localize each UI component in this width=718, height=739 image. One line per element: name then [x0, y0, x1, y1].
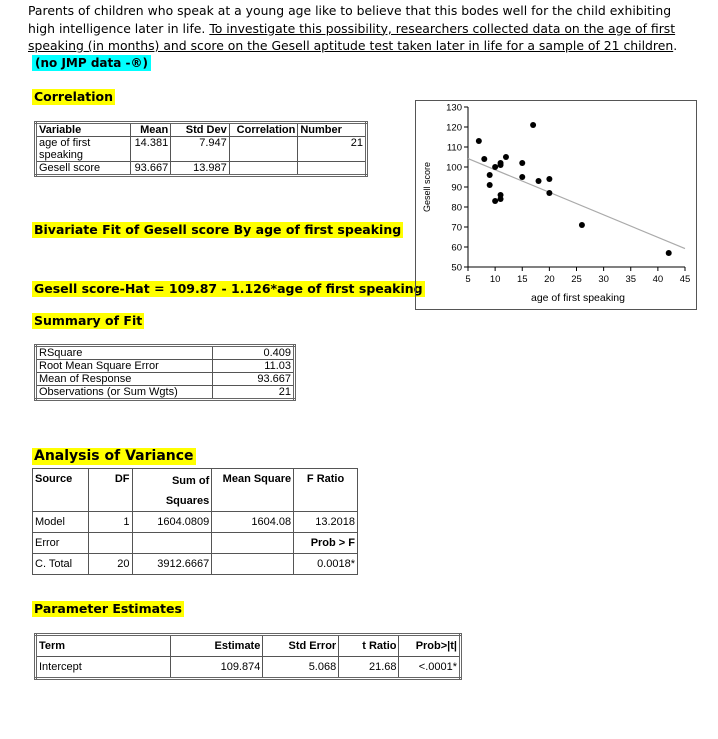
parameter-estimates-table: [34, 633, 462, 680]
cell: 93.667: [212, 373, 294, 386]
cell: Observations (or Sum Wgts): [36, 386, 213, 400]
cell: 11.03: [212, 360, 294, 373]
cell: RSquare: [36, 346, 213, 360]
y-tick-label: 110: [446, 142, 462, 154]
cell: 13.2018: [294, 512, 358, 533]
col-mean: Mean: [130, 123, 170, 137]
table-header-row: [36, 635, 461, 657]
cell: Intercept: [36, 657, 171, 679]
cell: Root Mean Square Error: [36, 360, 213, 373]
col-prob-t: Prob>|t|: [399, 635, 461, 657]
cell: [212, 533, 294, 554]
x-tick-label: 25: [571, 274, 582, 285]
data-point: [481, 156, 487, 162]
intro-text: Parents of children who speak at a young age like to believe that this bodes well for the child exhibiting high intelligence later in life.: [28, 3, 672, 36]
y-tick-label: 60: [451, 242, 462, 254]
x-tick-label: 5: [465, 274, 471, 285]
cell: 0.0018*: [294, 554, 358, 575]
data-point: [503, 154, 509, 160]
col-mean-square: Mean Square: [212, 469, 294, 512]
data-point: [519, 160, 525, 166]
cell: 3912.6667: [132, 554, 212, 575]
cell: 0.409: [212, 346, 294, 360]
col-correlation: Correlation: [229, 123, 298, 137]
table-row: [36, 657, 461, 679]
bivariate-heading: Bivariate Fit of Gesell score By age of first speaking: [34, 222, 402, 237]
data-point: [487, 182, 493, 188]
correlation-heading: Correlation: [34, 89, 114, 104]
cell: Prob > F: [294, 533, 358, 554]
anova-heading: Analysis of Variance: [34, 448, 194, 464]
table-row: [33, 554, 358, 575]
x-tick-label: 10: [489, 274, 501, 285]
table-header-row: [36, 123, 367, 137]
cell: 21: [298, 137, 367, 162]
cell: Mean of Response: [36, 373, 213, 386]
cell: C. Total: [33, 554, 89, 575]
cell: [132, 533, 212, 554]
data-point: [530, 122, 536, 128]
data-point: [519, 174, 525, 180]
cell: [88, 533, 132, 554]
summary-of-fit-table: [34, 344, 296, 401]
regression-equation: Gesell score-Hat = 109.87 - 1.126*age of first speaking: [34, 281, 423, 296]
data-points: [476, 122, 672, 256]
cell: 7.947: [171, 137, 230, 162]
col-std-error: Std Error: [263, 635, 339, 657]
table-row: [36, 346, 295, 360]
cell: Model: [33, 512, 89, 533]
cell: 14.381: [130, 137, 170, 162]
x-tick-label: 40: [652, 274, 664, 285]
x-tick-label: 35: [625, 274, 637, 285]
cell: 5.068: [263, 657, 339, 679]
intro-underlined-text: To investigate this possibility, researchers collected data on the age of first speaking (in months) and score on the Gesell aptitude test taken later in life for a sample of 21 children: [28, 20, 676, 53]
data-point: [579, 222, 585, 228]
table-row: [36, 360, 295, 373]
table-header-row: [33, 469, 358, 512]
intro-period: .: [673, 38, 678, 53]
table-row: [36, 386, 295, 400]
table-row: [33, 533, 358, 554]
y-tick-label: 70: [451, 222, 462, 234]
cell: 21.68: [339, 657, 399, 679]
cell: 1604.08: [212, 512, 294, 533]
y-tick-label: 100: [446, 162, 462, 174]
data-point: [498, 192, 504, 198]
col-sum-of-squares: Sum of Squares: [132, 469, 212, 512]
y-axis-label: Gesell score: [422, 161, 432, 213]
x-tick-label: 45: [679, 274, 691, 285]
data-point: [492, 198, 498, 204]
cell: 93.667: [130, 162, 170, 176]
data-point: [498, 160, 504, 166]
table-row: [36, 373, 295, 386]
data-point: [546, 190, 552, 196]
data-point: [666, 250, 672, 256]
cell: [212, 554, 294, 575]
cell: age of first speaking: [36, 137, 131, 162]
col-df: DF: [88, 469, 132, 512]
y-tick-label: 80: [451, 202, 462, 214]
cell: [229, 137, 298, 162]
col-source: Source: [33, 469, 89, 512]
data-point: [546, 176, 552, 182]
summary-of-fit-heading: Summary of Fit: [34, 313, 143, 328]
table-row: [36, 137, 367, 162]
cell: [229, 162, 298, 176]
col-std-dev: Std Dev: [171, 123, 230, 137]
col-term: Term: [36, 635, 171, 657]
x-axis-label: age of first speaking: [531, 292, 625, 304]
correlation-table: [34, 121, 368, 177]
cell: 21: [212, 386, 294, 400]
cell: 1604.0809: [132, 512, 212, 533]
x-tick-label: 30: [598, 274, 609, 285]
y-tick-label: 90: [451, 182, 462, 194]
parameter-estimates-heading: Parameter Estimates: [34, 601, 182, 616]
cell: 13.987: [171, 162, 230, 176]
col-variable: Variable: [36, 123, 131, 137]
table-row: [36, 162, 367, 176]
x-tick-label: 15: [516, 274, 528, 285]
cell: 1: [88, 512, 132, 533]
col-number: Number: [298, 123, 367, 137]
x-axis: [465, 267, 690, 285]
x-tick-label: 20: [544, 274, 555, 285]
intro-paragraph: [28, 2, 698, 55]
scatter-chart: [416, 101, 696, 309]
y-tick-label: 130: [446, 102, 462, 114]
cell: Gesell score: [36, 162, 131, 176]
cell: [298, 162, 367, 176]
col-f-ratio: F Ratio: [294, 469, 358, 512]
fit-line: [468, 159, 685, 249]
data-point: [487, 172, 493, 178]
data-point: [492, 164, 498, 170]
data-point: [536, 178, 542, 184]
no-jmp-note: (no JMP data -®): [32, 55, 151, 71]
col-estimate: Estimate: [170, 635, 263, 657]
col-t-ratio: t Ratio: [339, 635, 399, 657]
anova-table: [32, 468, 358, 575]
y-tick-label: 120: [446, 122, 462, 134]
cell: 109.874: [170, 657, 263, 679]
cell: <.0001*: [399, 657, 461, 679]
y-tick-label: 50: [451, 262, 462, 274]
table-row: [33, 512, 358, 533]
scatter-chart-frame: [415, 100, 697, 310]
data-point: [476, 138, 482, 144]
cell: Error: [33, 533, 89, 554]
y-axis: [446, 103, 468, 274]
cell: 20: [88, 554, 132, 575]
